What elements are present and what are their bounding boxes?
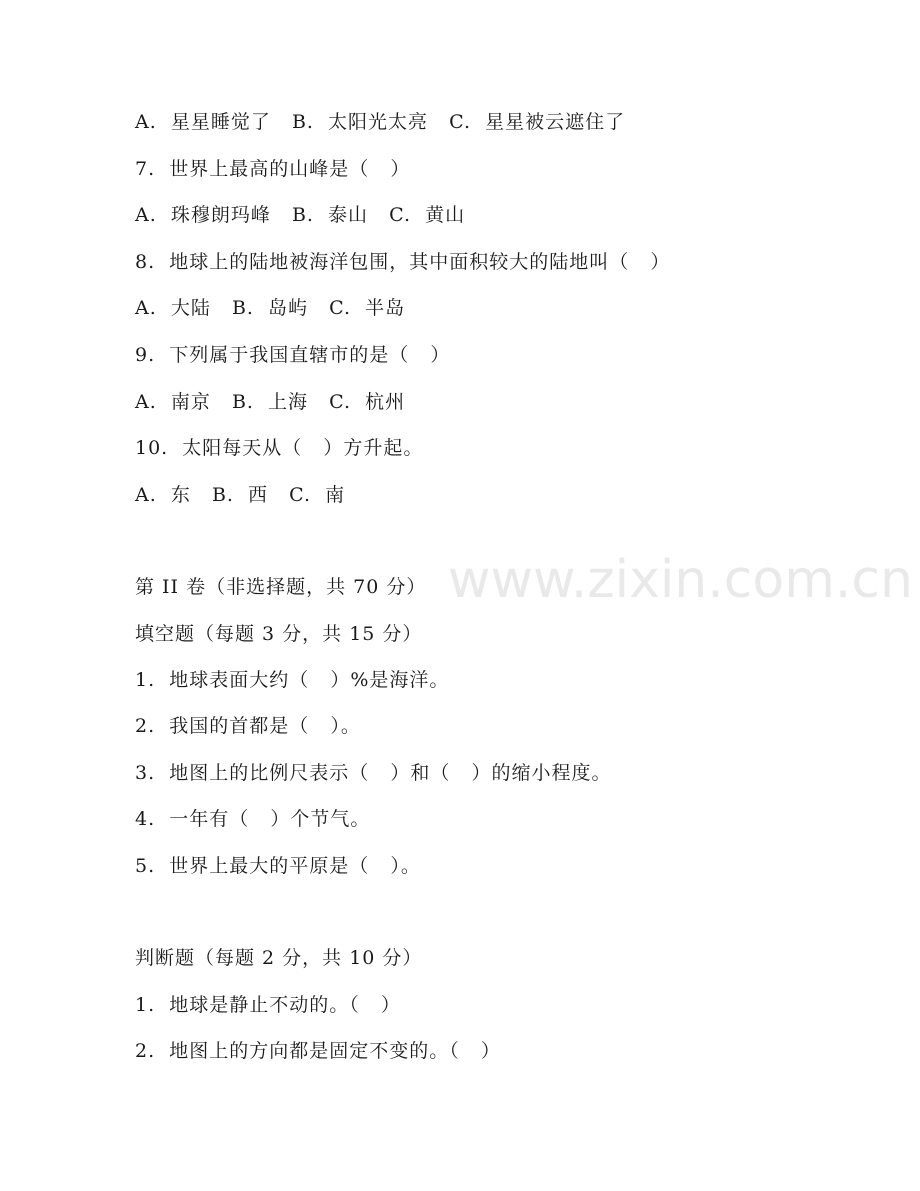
true-false-q2: 2. 地图上的方向都是固定不变的。（ ） [135,1040,501,1062]
q6-options: A. 星星睡觉了 B. 太阳光太亮 C. 星星被云遮住了 [135,111,626,133]
q9-question: 9. 下列属于我国直辖市的是（ ） [135,344,451,366]
watermark: www.zixin.com.cn [448,550,913,610]
true-false-q1: 1. 地球是静止不动的。（ ） [135,994,401,1016]
fill-blank-q5: 5. 世界上最大的平原是（ ）。 [135,855,421,877]
q10-options: A. 东 B. 西 C. 南 [135,484,346,506]
fill-blank-q2: 2. 我国的首都是（ ）。 [135,715,361,737]
q10-question: 10. 太阳每天从（ ）方升起。 [135,437,424,459]
fill-blank-heading: 填空题（每题 3 分，共 15 分） [135,623,423,645]
fill-blank-q4: 4. 一年有（ ）个节气。 [135,808,371,830]
fill-blank-q1: 1. 地球表面大约（ ）%是海洋。 [135,669,450,691]
q7-question: 7. 世界上最高的山峰是（ ） [135,158,411,180]
true-false-heading: 判断题（每题 2 分，共 10 分） [135,947,423,969]
section-heading-part2: 第 II 卷（非选择题，共 70 分） [135,576,427,598]
q8-options: A. 大陆 B. 岛屿 C. 半岛 [135,297,406,319]
q8-question: 8. 地球上的陆地被海洋包围，其中面积较大的陆地叫（ ） [135,251,671,273]
q7-options: A. 珠穆朗玛峰 B. 泰山 C. 黄山 [135,204,466,226]
q9-options: A. 南京 B. 上海 C. 杭州 [135,391,406,413]
fill-blank-q3: 3. 地图上的比例尺表示（ ）和（ ）的缩小程度。 [135,762,612,784]
